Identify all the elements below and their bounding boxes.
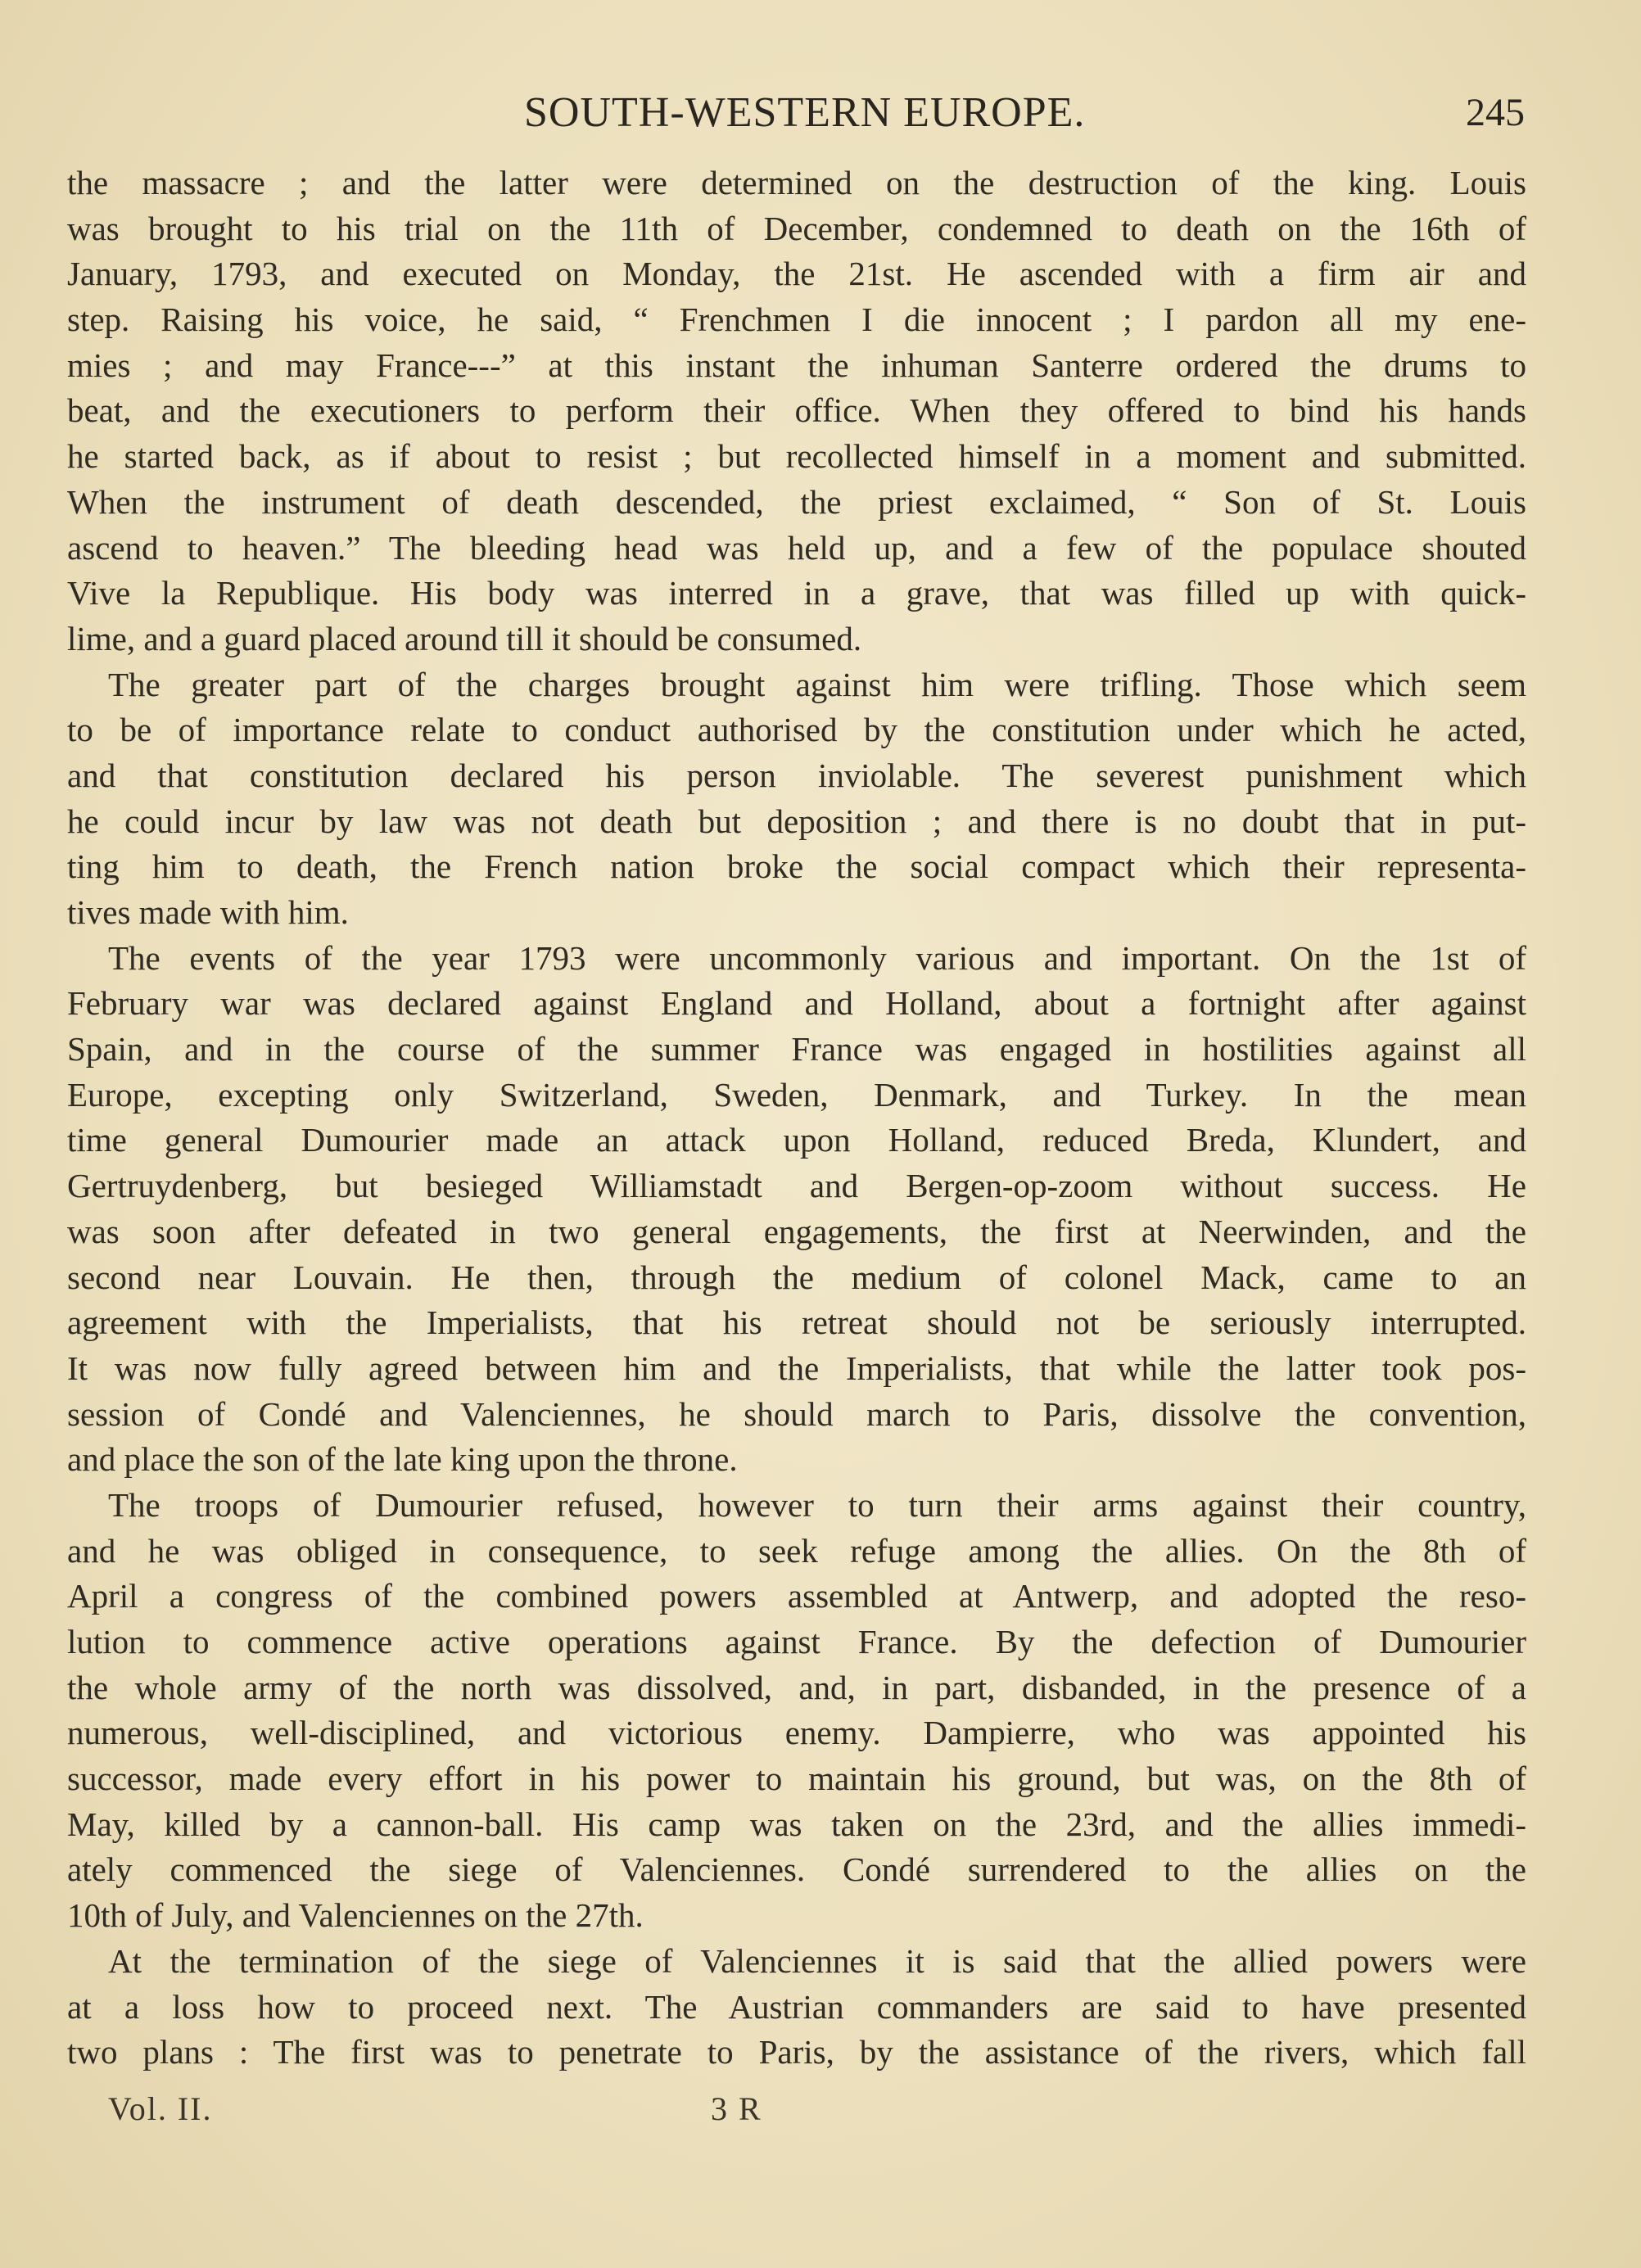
text-line: Gertruydenberg, but besieged Williamstadt and Bergen-op-zoom without success. He xyxy=(67,1167,1526,1205)
page-footer xyxy=(0,2090,1641,2139)
paragraph xyxy=(67,1483,1526,1939)
text-line: Spain, and in the course of the summer France was engaged in hostilities against all xyxy=(67,1030,1526,1068)
text-line: the whole army of the north was dissolved, and, in part, disbanded, in the presence of a xyxy=(67,1668,1526,1706)
text-line: ately commenced the siege of Valenciennes. Condé surrendered to the allies on the xyxy=(67,1850,1526,1889)
text-line: the massacre ; and the latter were determined on the destruction of the king. Louis xyxy=(67,164,1526,201)
text-line: step. Raising his voice, he said, “ Frenchmen I die innocent ; I pardon all my ene- xyxy=(67,300,1526,339)
text-line: mies ; and may France---” at this instant the inhuman Santerre ordered the drums to xyxy=(67,346,1526,384)
text-line: lime, and a guard placed around till it should be consumed. xyxy=(67,619,862,657)
text-line: numerous, well-disciplined, and victorious enemy. Dampierre, who was appointed his xyxy=(67,1714,1526,1752)
text-line: was soon after defeated in two general engagements, the first at Neerwinden, and the xyxy=(67,1212,1526,1250)
text-line: 10th of July, and Valenciennes on the 27th. xyxy=(67,1896,644,1935)
text-line: beat, and the executioners to perform their office. When they offered to bind his hands xyxy=(67,391,1526,430)
running-title: SOUTH-WESTERN EUROPE. xyxy=(524,89,1086,136)
text-line: January, 1793, and executed on Monday, the 21st. He ascended with a firm air and xyxy=(67,255,1526,293)
text-line: May, killed by a cannon-ball. His camp was taken on the 23rd, and the allies immedi- xyxy=(67,1805,1526,1843)
text-line: April a congress of the combined powers assembled at Antwerp, and adopted the reso- xyxy=(67,1577,1526,1615)
text-line: The events of the year 1793 were uncommonly various and important. On the 1st of xyxy=(108,938,1526,977)
text-line: and he was obliged in consequence, to seek refuge among the allies. On the 8th of xyxy=(67,1531,1526,1570)
paragraph xyxy=(67,1939,1526,2076)
text-line: successor, made every effort in his power to maintain his ground, but was, on the 8th of xyxy=(67,1760,1526,1798)
text-line: second near Louvain. He then, through the medium of colonel Mack, came to an xyxy=(67,1258,1526,1296)
paragraph xyxy=(67,160,1526,662)
page-number: 245 xyxy=(1466,91,1525,134)
text-line: Vive la Republique. His body was interred in a grave, that was filled up with quick- xyxy=(67,574,1526,612)
text-line: and place the son of the late king upon the throne. xyxy=(67,1440,738,1479)
text-line: The troops of Dumourier refused, however to turn their arms against their country, xyxy=(108,1485,1526,1524)
text-line: to be of importance relate to conduct authorised by the constitution under which he acted, xyxy=(67,711,1526,749)
text-line: two plans : The first was to penetrate to Paris, by the assistance of the rivers, which fall xyxy=(67,2033,1526,2071)
text-line: tives made with him. xyxy=(67,893,349,931)
volume-mark: Vol. II. xyxy=(108,2090,213,2127)
text-line: The greater part of the charges brought against him were trifling. Those which seem xyxy=(108,665,1526,703)
signature-mark: 3 R xyxy=(711,2090,762,2127)
text-line: ting him to death, the French nation broke the social compact which their representa- xyxy=(67,847,1526,886)
text-line: lution to commence active operations against France. By the defection of Dumourier xyxy=(67,1623,1526,1660)
text-line: he started back, as if about to resist ; but recollected himself in a moment and submitted. xyxy=(67,437,1526,476)
text-line: ascend to heaven.” The bleeding head was held up, and a few of the populace shouted xyxy=(67,528,1526,567)
text-line: When the instrument of death descended, the priest exclaimed, “ Son of St. Louis xyxy=(67,482,1526,521)
text-line: It was now fully agreed between him and the Imperialists, that while the latter took pos- xyxy=(67,1349,1526,1387)
text-line: was brought to his trial on the 11th of December, condemned to death on the 16th of xyxy=(67,209,1526,247)
text-line: Europe, excepting only Switzerland, Sweden, Denmark, and Turkey. In the mean xyxy=(67,1075,1526,1114)
text-line: session of Condé and Valenciennes, he should march to Paris, dissolve the convention, xyxy=(67,1394,1526,1433)
running-head xyxy=(0,88,1641,146)
text-line: time general Dumourier made an attack upon Holland, reduced Breda, Klundert, and xyxy=(67,1121,1526,1159)
paragraph xyxy=(67,662,1526,936)
paragraph xyxy=(67,936,1526,1483)
text-line: agreement with the Imperialists, that his retreat should not be seriously interrupted. xyxy=(67,1303,1526,1342)
text-line: he could incur by law was not death but deposition ; and there is no doubt that in put- xyxy=(67,802,1526,840)
text-line: February war was declared against England and Holland, about a fortnight after against xyxy=(67,984,1526,1023)
text-line: at a loss how to proceed next. The Austrian commanders are said to have presented xyxy=(67,1987,1526,2026)
text-line: and that constitution declared his person inviolable. The severest punishment which xyxy=(67,756,1526,794)
text-line: At the termination of the siege of Valenciennes it is said that the allied powers were xyxy=(108,1941,1526,1980)
body-text xyxy=(67,160,1526,2076)
